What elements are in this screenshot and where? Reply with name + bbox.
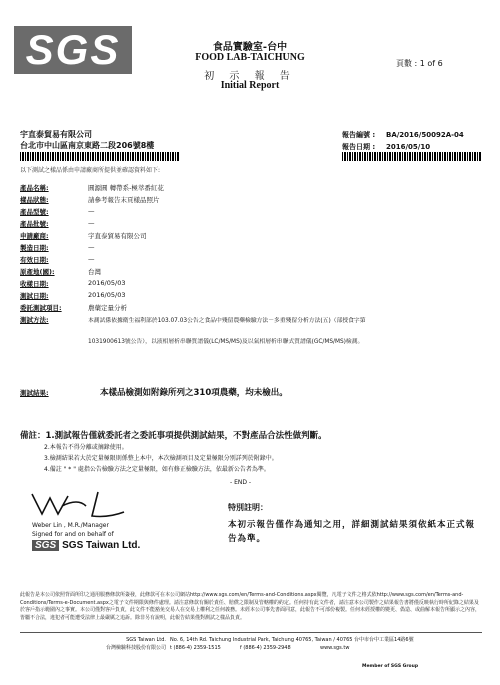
barcode-left (20, 152, 180, 161)
field-label: 產品批號: (20, 220, 49, 228)
field-value: 本測試係依據衛生福利部於103.07.03公告之食品中殘留農藥檢驗方法－多重殘留分析方法(五)（部授食字第 (88, 318, 366, 324)
result-label: 測試結果: (20, 389, 49, 397)
footer (20, 632, 482, 652)
report-meta (342, 129, 464, 153)
field-value: 農藥定量分析 (88, 304, 127, 312)
result-text: 本樣品檢測如附錄所列之310項農藥，均未檢出。 (100, 388, 288, 398)
field-value: 台灣 (88, 268, 101, 276)
end-marker: - END - (230, 479, 252, 486)
field-label: 產品名稱: (20, 184, 49, 192)
field-label: 測試日期: (20, 292, 49, 300)
disclaimer: 此報告是本公司依照背面所印之通用服務條款所簽發，此條款可在本公司網站http://www.sgs.com/en/Terms-and-Conditions.aspx閱覽，凡電子文件之格式依http://www.sgs.com/en/Terms-and-Conditions/Terms-e-Document.aspx之電子文件期限與條件處理。請注意條款有關於責任、賠償之限制及管轄權的約定。任何持有此文件者，請注意本公司製作之結果報告書將僅反映執行時所紀錄之結果及於客戶指示範圍內之事實。本公司僅對客戶負責，此文件不能豁免交易人在交易上權利之任何義務。未經本公司事先書面同意，此報告不可部份複製。任何未經授權的變更、偽造、或曲解本報告所顯示之內容，皆屬不合法，違犯者可能遭受法律上最嚴厲之追訴。除非另有說明，此報告結果僅對測試之樣品負責。 (20, 592, 481, 621)
field-label: 樣品狀態: (20, 196, 49, 204)
member-of-sgs: Member of SGS Group (362, 664, 419, 669)
signature-image (28, 488, 138, 520)
signer-signed-for: Signed for and on behalf of (32, 531, 114, 538)
signer-block (32, 521, 114, 539)
footer-company-cn: 台灣檢驗科技股份有限公司 (105, 645, 166, 651)
notes (20, 431, 480, 475)
field-label: 有效日期: (20, 256, 49, 264)
sgs-logo: SGS (14, 26, 132, 74)
report-number: BA/2016/50092A-04 (386, 131, 464, 139)
field-label: 產品型號: (20, 208, 49, 216)
footer-tel: t (886-4) 2359-1515 (170, 645, 221, 651)
lab-name-en: FOOD LAB-TAICHUNG (195, 52, 305, 63)
field-value: 2016/05/03 (88, 291, 126, 299)
report-date: 2016/05/10 (386, 143, 431, 151)
lab-name-cn: 食品實驗室-台中 (212, 42, 288, 53)
client-name: 宇直泰貿易有限公司 (20, 130, 92, 139)
field-value: — (88, 207, 95, 215)
field-label: 委託測試項目: (20, 304, 62, 312)
footer-web[interactable]: www.sgs.tw (320, 645, 350, 651)
report-number-label: 報告編號 : (342, 131, 376, 139)
test-method-continued: 1031900613號公告），以液相層析串聯質譜儀(LC/MS/MS)及以氣相層析串聯式質譜儀(GC/MS/MS)檢測。 (88, 339, 364, 345)
field-value: — (88, 243, 95, 251)
note-item: 2.本報告不得分離或摘錄使用。 (44, 444, 128, 451)
notice-title: 特別註明： (228, 503, 268, 512)
footer-address: No. 6, 14th Rd. Taichung Industrial Park, Taichung 40765, Taiwan / 40765 台中市台中工業區14路6號 (170, 637, 414, 643)
footer-company: SGS Taiwan Ltd. (126, 637, 166, 643)
barcode-right (342, 152, 482, 161)
signer-name: Weber Lin , M.R./Manager (32, 522, 109, 529)
intro-text: 以下測試之樣品係由申請廠商所提供並確認資料如下: (20, 167, 161, 174)
field-label: 製造日期: (20, 244, 49, 252)
page-number: 頁數 : 1 of 6 (396, 59, 443, 68)
signer-company: SGS SGS Taiwan Ltd. (32, 540, 140, 551)
notice-body: 本初示報告僅作為通知之用，詳細測試結果須依紙本正式報告為準。 (228, 520, 476, 544)
client-address: 台北市中山區南京東路二段206號8樓 (20, 141, 155, 150)
report-type-en: Initial Report (220, 80, 280, 91)
field-label: 收樣日期: (20, 280, 49, 288)
field-value: 宇直泰貿易有限公司 (88, 232, 147, 240)
field-value: — (88, 219, 95, 227)
field-label: 原產地(國): (20, 268, 55, 276)
report-type-cn: 初 示 報 告 (204, 71, 296, 82)
field-label: 申請廠商: (20, 232, 49, 240)
sgs-mini-logo: SGS (32, 540, 59, 551)
field-value: 圓源圓 轉帶系-極萃番紅花 (88, 184, 164, 192)
note-item: 4.備註 " * " 處指公告檢驗方法之定量極限，如有修正檢驗方法，依最新公告者為準。 (44, 466, 270, 473)
note-first: 備註：1.測試報告僅就委託者之委託事項提供測試結果，不對產品合法性做判斷。 (20, 431, 327, 441)
field-value: — (88, 255, 95, 263)
report-date-label: 報告日期 : (342, 143, 376, 151)
field-value: 2016/05/03 (88, 279, 126, 287)
field-value: 請參考報告末頁樣品照片 (88, 196, 160, 204)
note-item: 3.檢測結果若大於定量極限則係整上本中，本次檢測項目及定量極限分別詳列於附錄中。 (44, 455, 278, 462)
client-info (20, 129, 154, 151)
field-label: 測試方法: (20, 316, 49, 324)
footer-fax: f (886-4) 2359-2948 (240, 645, 291, 651)
